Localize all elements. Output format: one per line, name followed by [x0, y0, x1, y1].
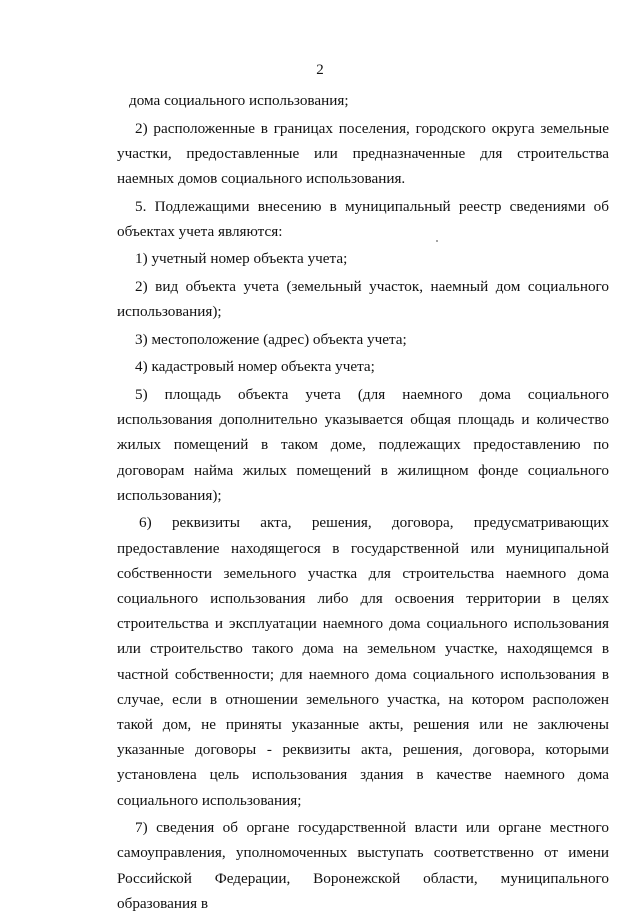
paragraph: 6) реквизиты акта, решения, договора, предусматривающих предоставление находящегося в государственной или муниципальной собственности земельного участка для строительства наемного дома социального использования либо для освоения территории в целях строительства и эксплуатации наемного дома социального использования или строительство такого дома на земельном участке, находящемся в частной собственности; для наемного дома социального использования в случае, если в отношении земельного участка, на котором расположен такой дом, не приняты указанные акты, решения или не заключены указанные договоры - реквизиты акта, решения, договора, которыми установлена цель использования здания в качестве наемного дома социального использования;: [117, 514, 609, 809]
paragraph: 2) вид объекта учета (земельный участок, наемный дом социального использования);: [117, 277, 609, 321]
paragraph: 4) кадастровый номер объекта учета;: [135, 358, 375, 376]
paragraph: 5) площадь объекта учета (для наемного дома социального использования дополнительно указывается общая площадь и количество жилых помещений в таком доме, подлежащих предоставлению по договорам найма жилых помещений в жилищном фонде социального использования);: [117, 385, 609, 504]
paragraph: 3) местоположение (адрес) объекта учета;: [135, 330, 407, 348]
page-number: 2: [316, 62, 324, 78]
paragraph: 7) сведения об органе государственной власти или органе местного самоуправления, уполномоченных выступать соответственно от имени Российской Федерации, Воронежской области, муниципального образования в: [117, 819, 609, 912]
paragraph: 1) учетный номер объекта учета;: [135, 250, 348, 268]
paragraph: 5. Подлежащими внесению в муниципальный реестр сведениями об объектах учета являются:: [117, 197, 609, 240]
paragraph: 2) расположенные в границах поселения, городского округа земельные участки, предоставленные или предназначенные для строительства наемных домов социального использования.: [117, 119, 609, 187]
paragraph: дома социального использования;: [129, 92, 349, 109]
document-body: [117, 88, 609, 918]
